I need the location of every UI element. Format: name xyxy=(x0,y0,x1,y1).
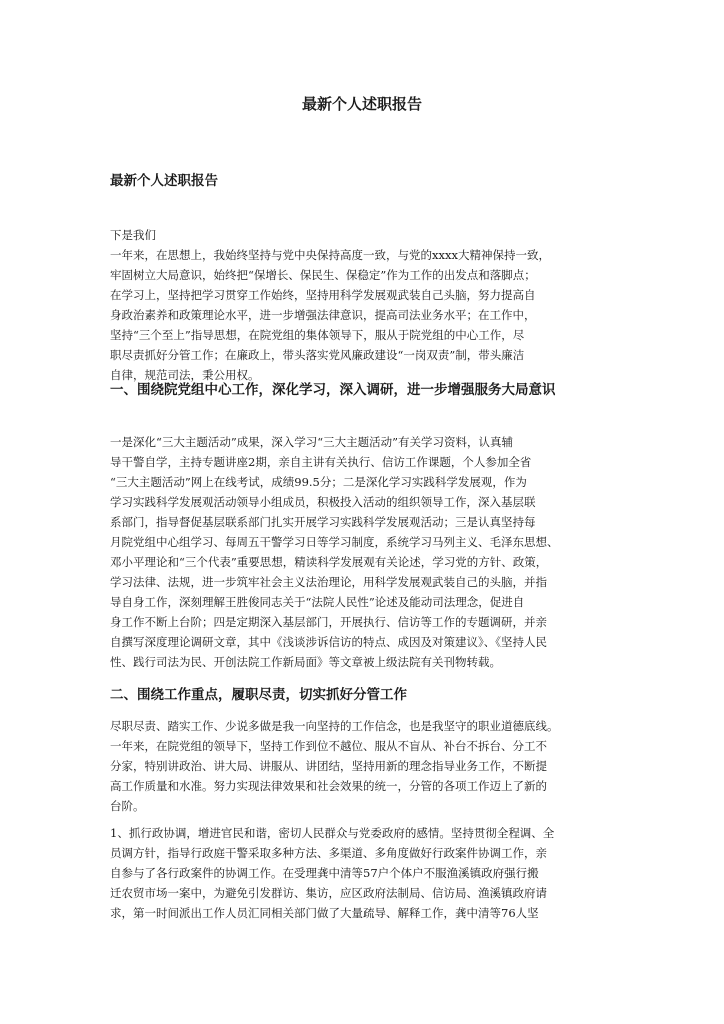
text-line: 员调方针，指导行政庭干警采取多种方法、多渠道、多角度做好行政案件协调工作，亲 xyxy=(110,846,547,860)
text-line: 导干警自学，主持专题讲座2期，亲自主讲有关执行、信访工作课题，个人参加全省 xyxy=(110,455,532,469)
document-title: 最新个人述职报告 xyxy=(301,95,422,113)
text-line: 性、践行司法为民、开创法院工作新局面》等文章被上级法院有关刊物转载。 xyxy=(110,655,501,669)
text-line: 一是深化“三大主题活动”成果，深入学习“三大主题活动”有关学习资料，认真辅 xyxy=(110,435,514,449)
text-line: 一年来，在院党组的领导下，坚持工作到位不越位、服从不盲从、补台不拆台、分工不 xyxy=(110,739,547,753)
text-line: 身政治素养和政策理论水平，进一步增强法律意识，提高司法业务水平；在工作中， xyxy=(110,308,536,322)
section-2-paragraph xyxy=(110,716,620,816)
text-line: 在学习上，坚持把学习贯穿工作始终，坚持用科学发展观武装自己头脑，努力提高自 xyxy=(110,288,536,302)
text-line: 自撰写深度理论调研文章，其中《浅谈涉诉信访的特点、成因及对策建议》、《坚持人民 xyxy=(110,635,547,649)
text-line: 学习实践科学发展观活动领导小组成员，积极投入活动的组织领导工作，深入基层联 xyxy=(110,495,536,509)
text-line: 台阶。 xyxy=(110,799,145,813)
text-line: 自参与了各行政案件的协调工作。在受理龚中清等57户个体户不服渔溪镇政府强行搬 xyxy=(110,866,539,880)
text-line: 身工作不断上台阶；四是定期深入基层部门，开展执行、信访等工作的专题调研，并亲 xyxy=(110,615,547,629)
text-line: 自律，规范司法，秉公用权。 xyxy=(110,368,260,382)
text-line: 求，第一时间派出工作人员汇同相关部门做了大量疏导、解释工作，龚中清等76人坚 xyxy=(110,906,539,920)
text-line: 尽职尽责、踏实工作、少说多做是我一向坚持的工作信念，也是我坚守的职业道德底线。 xyxy=(110,719,559,733)
text-line: “三大主题活动”网上在线考试，成绩99.5分；二是深化学习实践科学发展观，作为 xyxy=(110,475,527,489)
text-line: 月院党组中心组学习、每周五干警学习日等学习制度，系统学习马列主义、毛泽东思想、 xyxy=(110,535,559,549)
text-line: 学习法律、法规，进一步筑牢社会主义法治理论，用科学发展观武装自己的头脑，并指 xyxy=(110,575,547,589)
text-line: 导自身工作，深刻理解王胜俊同志关于“法院人民性”论述及能动司法理念，促进自 xyxy=(110,595,525,609)
text-line: 高工作质量和水准。努力实现法律效果和社会效果的统一，分管的各项工作迈上了新的 xyxy=(110,779,547,793)
text-line: 职尽责抓好分管工作；在廉政上，带头落实党风廉政建设“一岗双责”制，带头廉洁 xyxy=(110,348,525,362)
section-1-paragraph xyxy=(110,432,620,672)
text-line: 牢固树立大局意识，始终把“保增长、保民生、保稳定”作为工作的出发点和落脚点； xyxy=(110,268,536,282)
text-line: 下是我们 xyxy=(110,228,156,242)
text-line: 系部门，指导督促基层联系部门扎实开展学习实践科学发展观活动；三是认真坚持每 xyxy=(110,515,536,529)
text-line: 邓小平理论和“三个代表”重要思想，精读科学发展观有关论述，学习党的方针、政策， xyxy=(110,555,548,569)
section-2-item-1-paragraph xyxy=(110,823,620,923)
text-line: 1、抓行政协调，增进官民和谐，密切人民群众与党委政府的感情。坚持贯彻全程调、全 xyxy=(110,826,555,840)
section-1-heading: 一、围绕院党组中心工作，深化学习，深入调研，进一步增强服务大局意识 xyxy=(110,382,556,398)
text-line: 坚持“三个至上”指导思想，在院党组的集体领导下，服从于院党组的中心工作，尽 xyxy=(110,328,525,342)
intro-paragraph xyxy=(110,225,620,385)
text-line: 分家，特别讲政治、讲大局、讲服从、讲团结，坚持用新的理念指导业务工作，不断提 xyxy=(110,759,547,773)
document-subtitle: 最新个人述职报告 xyxy=(110,173,218,189)
text-line: 一年来，在思想上，我始终坚持与党中央保持高度一致，与党的xxxx大精神保持一致， xyxy=(110,248,550,262)
section-2-heading: 二、围绕工作重点，履职尽责，切实抓好分管工作 xyxy=(110,687,407,703)
text-line: 迁农贸市场一案中，为避免引发群访、集访，应区政府法制局、信访局、渔溪镇政府请 xyxy=(110,886,547,900)
